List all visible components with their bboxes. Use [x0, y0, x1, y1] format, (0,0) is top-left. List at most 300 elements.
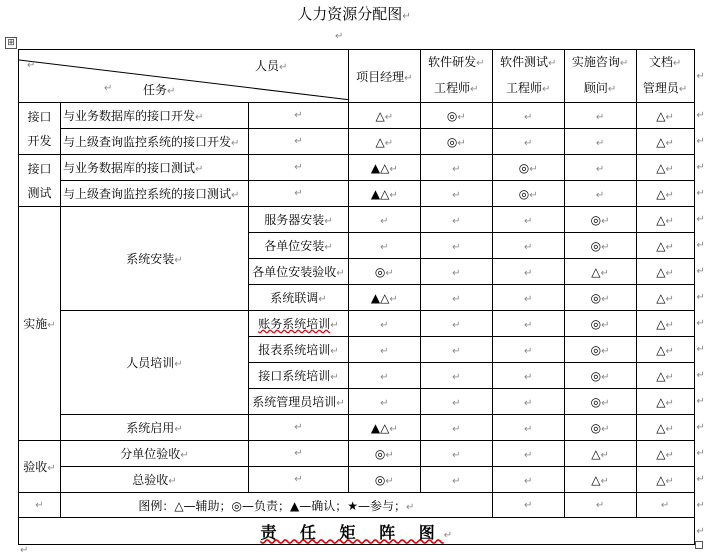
cell-text: 实施咨询 — [571, 55, 620, 69]
table-resize-handle-icon[interactable] — [695, 541, 703, 549]
cell-text: 任务 — [143, 83, 168, 97]
subgroup-unit-acceptance — [60, 441, 248, 467]
paragraph-mark: ↵ — [389, 293, 398, 305]
empty-cell: ↵ — [696, 162, 705, 173]
cell-text: △ — [656, 420, 666, 435]
cell-text: 工程师 — [505, 81, 542, 95]
mark-cell — [492, 363, 564, 389]
empty-cell: ↵ — [696, 318, 705, 329]
mark-cell — [492, 103, 564, 129]
subgroup-system-launch — [60, 415, 248, 441]
cell-text: 软件测试 — [499, 55, 548, 69]
paragraph-mark: ↵ — [665, 345, 674, 357]
mark-cell — [348, 103, 420, 129]
task-cell — [60, 129, 248, 155]
cell-text: ▲△ — [370, 420, 390, 435]
legend — [60, 493, 492, 518]
cell-text: 系统安装 — [126, 252, 175, 266]
mark-cell — [564, 311, 636, 337]
mark-cell — [492, 207, 564, 233]
cell-text: △ — [656, 186, 666, 201]
cell-text: △ — [656, 264, 666, 279]
paragraph-mark: ↵ — [665, 163, 674, 175]
cell-text: △ — [656, 394, 666, 409]
mark-cell — [348, 129, 420, 155]
cell-text: 文档 — [648, 55, 673, 69]
paragraph-mark: ↵ — [452, 267, 461, 279]
task-cell — [248, 207, 348, 233]
table-row — [19, 103, 708, 129]
paragraph-mark: ↵ — [601, 293, 610, 305]
empty-cell: ↵ — [696, 448, 705, 459]
paragraph-mark: ↵ — [389, 189, 398, 201]
mark-cell — [348, 285, 420, 311]
cell-text: 与上级查询监控系统的接口测试 — [62, 187, 231, 201]
mark-cell — [564, 259, 636, 285]
header-row — [19, 50, 708, 103]
paragraph-mark: ↵ — [524, 449, 533, 461]
paragraph-mark: ↵ — [672, 58, 682, 69]
paragraph-mark: ↵ — [452, 319, 461, 331]
paragraph-mark: ↵ — [524, 397, 533, 409]
cell-text: 验收 — [23, 460, 48, 474]
paragraph-mark: ↵ — [665, 241, 674, 253]
paragraph-mark: ↵ — [452, 475, 461, 487]
paragraph-mark: ↵ — [601, 397, 610, 409]
mark-cell — [636, 311, 694, 337]
task-cell — [248, 259, 348, 285]
mark-cell — [420, 311, 492, 337]
paragraph-mark: ↵ — [524, 475, 533, 487]
empty-cell: ↵ — [248, 129, 348, 155]
cell-text: 接口 — [27, 161, 52, 176]
paragraph-mark: ↵ — [601, 371, 610, 383]
cell-text: 软件研发 — [428, 55, 477, 69]
cell-text: 人员 — [255, 59, 280, 73]
mark-cell — [420, 233, 492, 259]
task-cell — [248, 285, 348, 311]
paragraph-mark: ↵ — [452, 397, 461, 409]
cell-text: △ — [656, 446, 666, 461]
paragraph-mark: ↵ — [380, 345, 389, 357]
cell-text: ◎ — [374, 446, 386, 461]
table-move-handle-icon[interactable]: ⊞ — [5, 37, 17, 49]
cell-text: 总验收 — [132, 473, 169, 487]
paragraph-mark: ↵ — [330, 372, 339, 383]
cell-text: 系统联调 — [270, 291, 319, 305]
paragraph-mark: ↵ — [601, 319, 610, 331]
table-row — [19, 155, 708, 181]
mark-cell — [564, 441, 636, 467]
mark-cell — [492, 337, 564, 363]
cell-text: 工程师 — [434, 81, 471, 95]
mark-cell — [492, 285, 564, 311]
group-implementation — [19, 207, 61, 441]
paragraph-mark: ↵ — [665, 397, 674, 409]
paragraph-mark: ↵ — [336, 398, 345, 409]
role-header-document-admin — [636, 50, 694, 103]
paragraph-mark: ↵ — [542, 84, 551, 95]
mark-cell — [348, 389, 420, 415]
cell-text: 人员培训 — [126, 356, 175, 370]
cell-text: 顾问 — [583, 81, 608, 95]
cell-text: 与业务数据库的接口开发 — [62, 109, 195, 123]
paragraph-mark: ↵ — [389, 163, 398, 175]
table-row — [19, 207, 708, 233]
paragraph-mark: ↵ — [665, 267, 674, 279]
paragraph-mark: ↵ — [452, 241, 461, 253]
paragraph-mark: ↵ — [318, 294, 327, 305]
paragraph-mark: ↵ — [524, 137, 533, 149]
role-header-consultant — [564, 50, 636, 103]
empty-cell: ↵ — [696, 292, 705, 303]
mark-cell — [564, 129, 636, 155]
cell-text: △ — [591, 264, 601, 279]
mark-cell — [420, 389, 492, 415]
table-row — [19, 467, 708, 493]
paragraph-mark: ↵ — [595, 163, 605, 175]
mark-cell — [348, 207, 420, 233]
cell-text: 各单位安装 — [264, 239, 325, 253]
paragraph-mark: ↵ — [380, 397, 389, 409]
role-header-project-manager — [348, 50, 420, 103]
task-cell — [248, 389, 348, 415]
task-cell — [60, 103, 248, 129]
paragraph-mark: ↵ — [180, 450, 189, 461]
mark-cell — [636, 103, 694, 129]
paragraph-mark: ↵ — [279, 62, 288, 73]
cell-text: 测试 — [27, 185, 52, 200]
subgroup-staff-training — [60, 311, 248, 415]
mark-cell — [348, 441, 420, 467]
cell-text: ◎ — [446, 134, 458, 149]
mark-cell — [564, 389, 636, 415]
mark-cell — [636, 337, 694, 363]
cell-text: ▲△ — [370, 160, 390, 175]
paragraph-mark: ↵ — [665, 215, 674, 227]
paragraph-mark: ↵ — [452, 345, 461, 357]
mark-cell — [420, 181, 492, 207]
paragraph-mark: ↵ — [335, 31, 344, 42]
paragraph-mark: ↵ — [595, 111, 605, 123]
paragraph-mark: ↵ — [595, 189, 605, 201]
paragraph-mark: ↵ — [457, 137, 466, 149]
paragraph-mark: ↵ — [336, 268, 345, 279]
paragraph-mark: ↵ — [600, 475, 609, 487]
paragraph-mark: ↵ — [524, 319, 533, 331]
paragraph-mark: ↵ — [601, 345, 610, 357]
paragraph-mark: ↵ — [607, 84, 617, 95]
cell-text: ◎ — [518, 160, 530, 175]
cell-text: 系统管理员培训 — [252, 395, 337, 409]
mark-cell — [564, 155, 636, 181]
empty-cell: ↵ — [492, 493, 564, 518]
paragraph-mark: ↵ — [174, 255, 183, 266]
paragraph-mark: ↵ — [385, 449, 394, 461]
responsibility-matrix-title — [19, 518, 695, 545]
paragraph-mark: ↵ — [194, 112, 204, 123]
group-acceptance — [19, 441, 61, 493]
paragraph-mark: ↵ — [665, 189, 674, 201]
mark-cell — [636, 233, 694, 259]
empty-cell: ↵ — [248, 441, 348, 467]
task-cell — [248, 233, 348, 259]
cell-text: 项目经理 — [356, 69, 405, 84]
mark-cell — [636, 259, 694, 285]
empty-cell: ↵ — [564, 493, 636, 518]
paragraph-mark: ↵ — [524, 293, 533, 305]
mark-cell — [636, 441, 694, 467]
paragraph-mark: ↵ — [600, 267, 609, 279]
cell-text: 开发 — [27, 133, 52, 148]
empty-cell: ↵ — [248, 155, 348, 181]
task-cell — [60, 155, 248, 181]
cell-text: 服务器安装 — [264, 213, 325, 227]
empty-cell: ↵ — [248, 103, 348, 129]
mark-cell — [420, 337, 492, 363]
cell-text: 管理员 — [642, 81, 679, 95]
cell-text: △ — [656, 108, 666, 123]
cell-text: ◎ — [590, 290, 602, 305]
paragraph-mark: ↵ — [665, 423, 674, 435]
table-row — [19, 441, 708, 467]
mark-cell — [420, 415, 492, 441]
empty-cell: ↵ — [696, 370, 705, 381]
legend-row — [19, 493, 708, 518]
paragraph-mark: ↵ — [404, 72, 413, 84]
empty-cell: ↵ — [696, 525, 705, 537]
mark-cell — [420, 285, 492, 311]
paragraph-mark: ↵ — [665, 475, 674, 487]
cell-text: ◎ — [590, 212, 602, 227]
paragraph-mark: ↵ — [601, 423, 610, 435]
mark-cell — [348, 155, 420, 181]
cell-text: △ — [656, 368, 666, 383]
cell-text: △ — [375, 134, 385, 149]
paragraph-mark: ↵ — [47, 463, 56, 474]
paragraph-mark: ↵ — [452, 189, 461, 201]
cell-text: 分单位验收 — [120, 447, 181, 461]
cell-text: 接口系统培训 — [258, 369, 331, 383]
paragraph-mark: ↵ — [524, 267, 533, 279]
paragraph-mark: ↵ — [167, 86, 176, 97]
mark-cell — [492, 155, 564, 181]
mark-cell — [636, 285, 694, 311]
cell-text: ◎ — [374, 472, 386, 487]
paragraph-mark: ↵ — [174, 424, 183, 435]
paragraph-mark: ↵ — [600, 449, 609, 461]
paragraph-mark: ↵ — [665, 371, 674, 383]
personnel-header — [255, 57, 287, 74]
mark-cell — [492, 415, 564, 441]
mark-cell — [636, 129, 694, 155]
mark-cell — [420, 207, 492, 233]
subgroup-system-install — [60, 207, 248, 311]
empty-cell: ↵ — [248, 467, 348, 493]
mark-cell — [420, 155, 492, 181]
mark-cell — [636, 415, 694, 441]
mark-cell — [492, 389, 564, 415]
mark-cell — [492, 259, 564, 285]
paragraph-mark: ↵ — [619, 58, 629, 69]
mark-cell — [348, 415, 420, 441]
paragraph-mark: ↵ — [529, 163, 538, 175]
footer-row — [19, 518, 708, 545]
mark-cell — [564, 181, 636, 207]
mark-cell — [564, 467, 636, 493]
mark-cell — [492, 181, 564, 207]
paragraph-mark: ↵ — [230, 190, 240, 201]
paragraph-mark: ↵ — [380, 371, 389, 383]
mark-cell — [420, 441, 492, 467]
paragraph-mark: ↵ — [529, 189, 538, 201]
role-header-software-tester — [492, 50, 564, 103]
mark-cell — [636, 363, 694, 389]
empty-cell: ↵ — [696, 136, 705, 147]
mark-cell — [348, 181, 420, 207]
paragraph-mark: ↵ — [470, 84, 479, 95]
diagonal-header-cell — [19, 50, 349, 103]
resource-allocation-table — [18, 49, 708, 545]
subgroup-total-acceptance — [60, 467, 248, 493]
paragraph-mark: ↵ — [524, 111, 533, 123]
paragraph-mark: ↵ — [601, 241, 610, 253]
paragraph-mark: ↵ — [389, 423, 398, 435]
paragraph-mark: ↵ — [548, 58, 557, 69]
mark-cell — [348, 337, 420, 363]
cell-text: ◎ — [590, 420, 602, 435]
empty-cell: ↵ — [696, 396, 705, 407]
mark-cell — [636, 389, 694, 415]
empty-cell: ↵ — [696, 214, 705, 225]
task-cell — [248, 363, 348, 389]
empty-cell: ↵ — [696, 70, 705, 82]
empty-cell: ↵ — [696, 266, 705, 277]
paragraph-mark: ↵ — [330, 346, 339, 357]
paragraph-mark: ↵ — [595, 137, 605, 149]
cell-text: ◎ — [590, 316, 602, 331]
group-interface-dev — [19, 103, 61, 155]
mark-cell — [420, 103, 492, 129]
paragraph-mark: ↵ — [452, 163, 461, 175]
paragraph-mark: ↵ — [665, 137, 674, 149]
paragraph-mark: ↵ — [452, 449, 461, 461]
mark-cell — [636, 155, 694, 181]
mark-cell — [564, 207, 636, 233]
empty-cell: ↵ — [696, 240, 705, 251]
cell-text: 实施 — [23, 317, 48, 331]
cell-text: 账务系统培训 — [258, 317, 331, 331]
paragraph-mark: ↵ — [104, 83, 113, 94]
paragraph-mark: ↵ — [457, 111, 466, 123]
mark-cell — [492, 233, 564, 259]
empty-cell: ↵ — [696, 110, 705, 121]
role-header-software-developer — [420, 50, 492, 103]
cell-text: △ — [656, 160, 666, 175]
mark-cell — [420, 363, 492, 389]
cell-text: △ — [656, 342, 666, 357]
cell-text: ◎ — [518, 186, 530, 201]
mark-cell — [636, 207, 694, 233]
table-row — [19, 181, 708, 207]
paragraph-mark: ↵ — [380, 241, 389, 253]
cell-text: 图例：△—辅助；◎—负责；▲—确认；★—参与； — [138, 498, 406, 513]
mark-cell — [348, 233, 420, 259]
paragraph-mark: ↵ — [194, 164, 204, 175]
cell-text: △ — [591, 446, 601, 461]
document-title — [0, 3, 708, 24]
cell-text: ◎ — [590, 394, 602, 409]
empty-cell: ↵ — [696, 188, 705, 199]
cell-text: 报表系统培训 — [258, 343, 331, 357]
empty-cell: ↵ — [696, 499, 705, 511]
mark-cell — [492, 129, 564, 155]
mark-cell — [564, 103, 636, 129]
mark-cell — [348, 467, 420, 493]
mark-cell — [420, 129, 492, 155]
paragraph-mark: ↵ — [384, 137, 394, 149]
cell-text: ▲△ — [370, 186, 390, 201]
empty-cell: ↵ — [19, 493, 61, 518]
table-row — [19, 129, 708, 155]
cell-text: △ — [656, 238, 666, 253]
task-cell — [60, 181, 248, 207]
mark-cell — [492, 311, 564, 337]
mark-cell — [564, 415, 636, 441]
cell-text: 与业务数据库的接口测试 — [62, 161, 195, 175]
paragraph-mark: ↵ — [452, 215, 461, 227]
group-interface-test — [19, 155, 61, 207]
paragraph-mark: ↵ — [452, 371, 461, 383]
paragraph-mark: ↵ — [168, 476, 177, 487]
cell-text: 人力资源分配图 — [297, 5, 403, 23]
cell-text: △ — [656, 472, 666, 487]
cell-text: 系统启用 — [126, 421, 175, 435]
mark-cell — [348, 363, 420, 389]
paragraph-mark: ↵ — [402, 11, 411, 22]
paragraph-mark: ↵ — [330, 320, 339, 331]
cell-text: △ — [375, 108, 385, 123]
paragraph-mark: ↵ — [476, 58, 485, 69]
mark-cell — [420, 467, 492, 493]
paragraph-mark: ↵ — [665, 319, 674, 331]
cell-text: △ — [656, 316, 666, 331]
paragraph-mark: ↵ — [324, 216, 333, 227]
paragraph-mark: ↵ — [380, 215, 389, 227]
paragraph-mark: ↵ — [524, 423, 533, 435]
paragraph-mark: ↵ — [385, 267, 394, 279]
cell-text: ▲△ — [370, 290, 390, 305]
empty-cell: ↵ — [696, 422, 705, 433]
cell-text: 责 任 矩 阵 图 — [260, 522, 444, 542]
empty-cell: ↵ — [696, 344, 705, 355]
paragraph-mark: ↵ — [385, 475, 394, 487]
mark-cell — [636, 467, 694, 493]
empty-cell: ↵ — [636, 493, 694, 518]
paragraph-mark: ↵ — [665, 293, 674, 305]
paragraph-mark: ↵ — [665, 111, 674, 123]
cell-text: 与上级查询监控系统的接口开发 — [62, 135, 231, 149]
cell-text: 接口 — [27, 109, 52, 124]
paragraph-mark: ↵ — [443, 529, 453, 541]
paragraph-mark: ↵ — [524, 215, 533, 227]
empty-cell: ↵ — [248, 181, 348, 207]
task-cell — [248, 311, 348, 337]
mark-cell — [492, 467, 564, 493]
paragraph-mark: ↵ — [601, 215, 610, 227]
mark-cell — [564, 233, 636, 259]
paragraph-mark: ↵ — [524, 371, 533, 383]
